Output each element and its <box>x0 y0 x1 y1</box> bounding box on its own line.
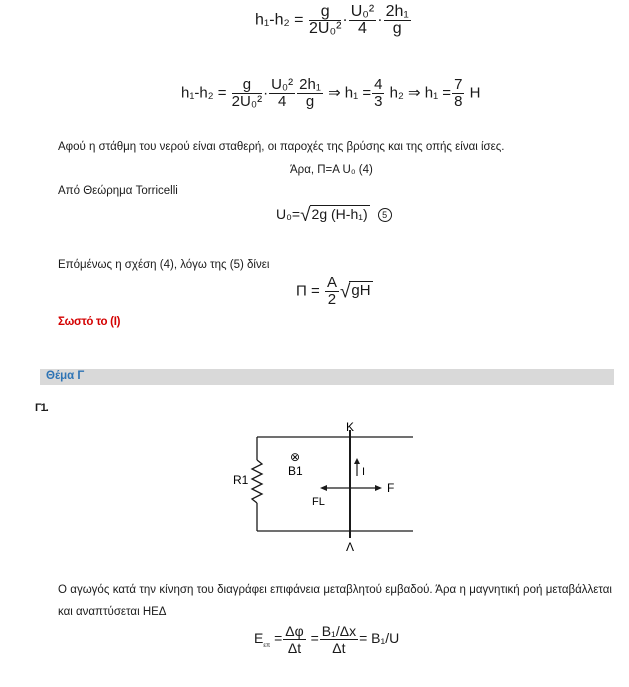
eq1-f3-den: g <box>392 20 402 37</box>
equation-1 <box>255 4 412 37</box>
eq2-f4-den: 3 <box>374 93 383 110</box>
correct-answer: Σωστό το (I) <box>58 316 121 328</box>
eq2-arrow1: ⇒ h₁ = <box>328 84 372 102</box>
paragraph-torricelli: Από Θεώρημα Torricelli <box>58 185 178 197</box>
equation-pi <box>296 275 373 308</box>
eq1-f2-num: U₀² <box>350 3 375 20</box>
label-r1: R1 <box>233 473 249 487</box>
eq1-dot2: · <box>377 11 383 29</box>
label-k: K <box>346 420 355 434</box>
eq5-lhs: U₀= <box>276 206 301 222</box>
emf-rhs: = B₁/U <box>359 630 400 647</box>
eqpi-frac <box>325 275 339 308</box>
eq1-f2-den: 4 <box>358 20 367 37</box>
emf-lhs: E <box>254 630 264 647</box>
label-i: I <box>362 466 366 478</box>
eq1-lhs: h₁-h₂ = <box>255 11 304 29</box>
eq2-f4-num: 4 <box>374 76 383 93</box>
eq1-f1-den: 2U₀² <box>308 20 342 37</box>
eq2-f1-den: 2U₀² <box>231 93 263 110</box>
eq2-f3-den: g <box>305 93 315 110</box>
emf-f1-num: Δφ <box>285 623 304 639</box>
emf-frac-1 <box>283 623 305 656</box>
eq2-frac-4 <box>372 77 384 110</box>
eq1-frac-3 <box>384 4 411 37</box>
paragraph-consequently: Επόμένως η σχέση (4), λόγω της (5) δίνει <box>58 259 270 271</box>
sqrt-symbol: √ <box>300 205 311 226</box>
eqpi-radicand: gH <box>351 282 371 300</box>
force-f-arrow-head <box>375 485 382 491</box>
force-fl-arrow-head <box>320 485 327 491</box>
question-number: Γ1. <box>35 402 48 414</box>
paragraph-equal-flow: Αφού η στάθμη του νερού είναι σταθερή, οι παροχές της βρύσης και της οπής είναι ίσες. <box>58 141 505 153</box>
eq1-frac-2 <box>349 4 377 37</box>
eq2-dot1: · <box>263 84 269 102</box>
eq2-f5-den: 8 <box>454 93 463 110</box>
equation-5 <box>276 205 392 227</box>
equation-2 <box>181 77 480 110</box>
eq2-mid: h₂ ⇒ h₁ = <box>389 84 452 102</box>
eq2-frac-3 <box>297 77 323 110</box>
eq2-frac-2 <box>269 77 295 110</box>
eqpi-f-den: 2 <box>327 291 337 308</box>
label-f: F <box>387 481 395 495</box>
emf-eq1: = <box>274 630 283 647</box>
eq2-frac-5 <box>452 77 464 110</box>
equation-emf <box>254 623 399 656</box>
eq2-frac-1 <box>232 77 262 110</box>
eq2-tail: H <box>469 84 481 102</box>
eq1-f1-num: g <box>309 4 341 21</box>
emf-frac-2 <box>320 623 358 656</box>
paragraph-therefore: Άρα, Π=Α U₀ (4) <box>290 164 373 176</box>
paragraph-emf: Ο αγωγός κατά την κίνηση του διαγράφει επιφάνεια μεταβλητού εμβαδού. Άρα η μαγνητική ροή μεταβάλλεται και αναπτύσεται ΗΕΔ <box>58 584 612 618</box>
eq2-f1-num: g <box>232 77 262 94</box>
emf-f2-num: B₁/Δx <box>321 623 357 639</box>
circuit-diagram <box>225 418 425 558</box>
eq5-radicand: 2g (H-h₁) <box>311 206 368 222</box>
label-b1: B1 <box>288 464 303 478</box>
field-into-page-icon: ⊗ <box>290 450 301 464</box>
emf-f2-den: Δt <box>332 640 346 656</box>
label-fl: FL <box>312 496 325 508</box>
label-lambda: Λ <box>346 540 355 554</box>
eq2-f2-den: 4 <box>277 93 287 110</box>
emf-f1-den: Δt <box>287 640 302 656</box>
eq2-lhs: h₁-h₂ = <box>181 84 227 102</box>
resistor-r1 <box>252 460 262 503</box>
eq1-dot1: · <box>342 11 348 29</box>
eqpi-lhs: Π = <box>296 282 320 300</box>
emf-eq2: = <box>310 630 319 647</box>
eq1-frac-1 <box>309 4 341 37</box>
eq2-f3-num: 2h₁ <box>299 76 321 93</box>
current-arrow-head <box>354 458 360 464</box>
section-header-bar <box>40 369 614 385</box>
eq1-f3-num: 2h₁ <box>385 3 409 20</box>
eqpi-f-num: A <box>326 274 337 291</box>
section-title: Θέμα Γ <box>46 370 85 382</box>
emf-lhs-sub: επ <box>263 643 271 649</box>
eq2-f2-num: U₀² <box>271 76 294 93</box>
sqrt-symbol: √ <box>339 281 351 303</box>
eq5-number-label: 5 <box>378 208 392 222</box>
eq2-f5-num: 7 <box>454 76 463 93</box>
